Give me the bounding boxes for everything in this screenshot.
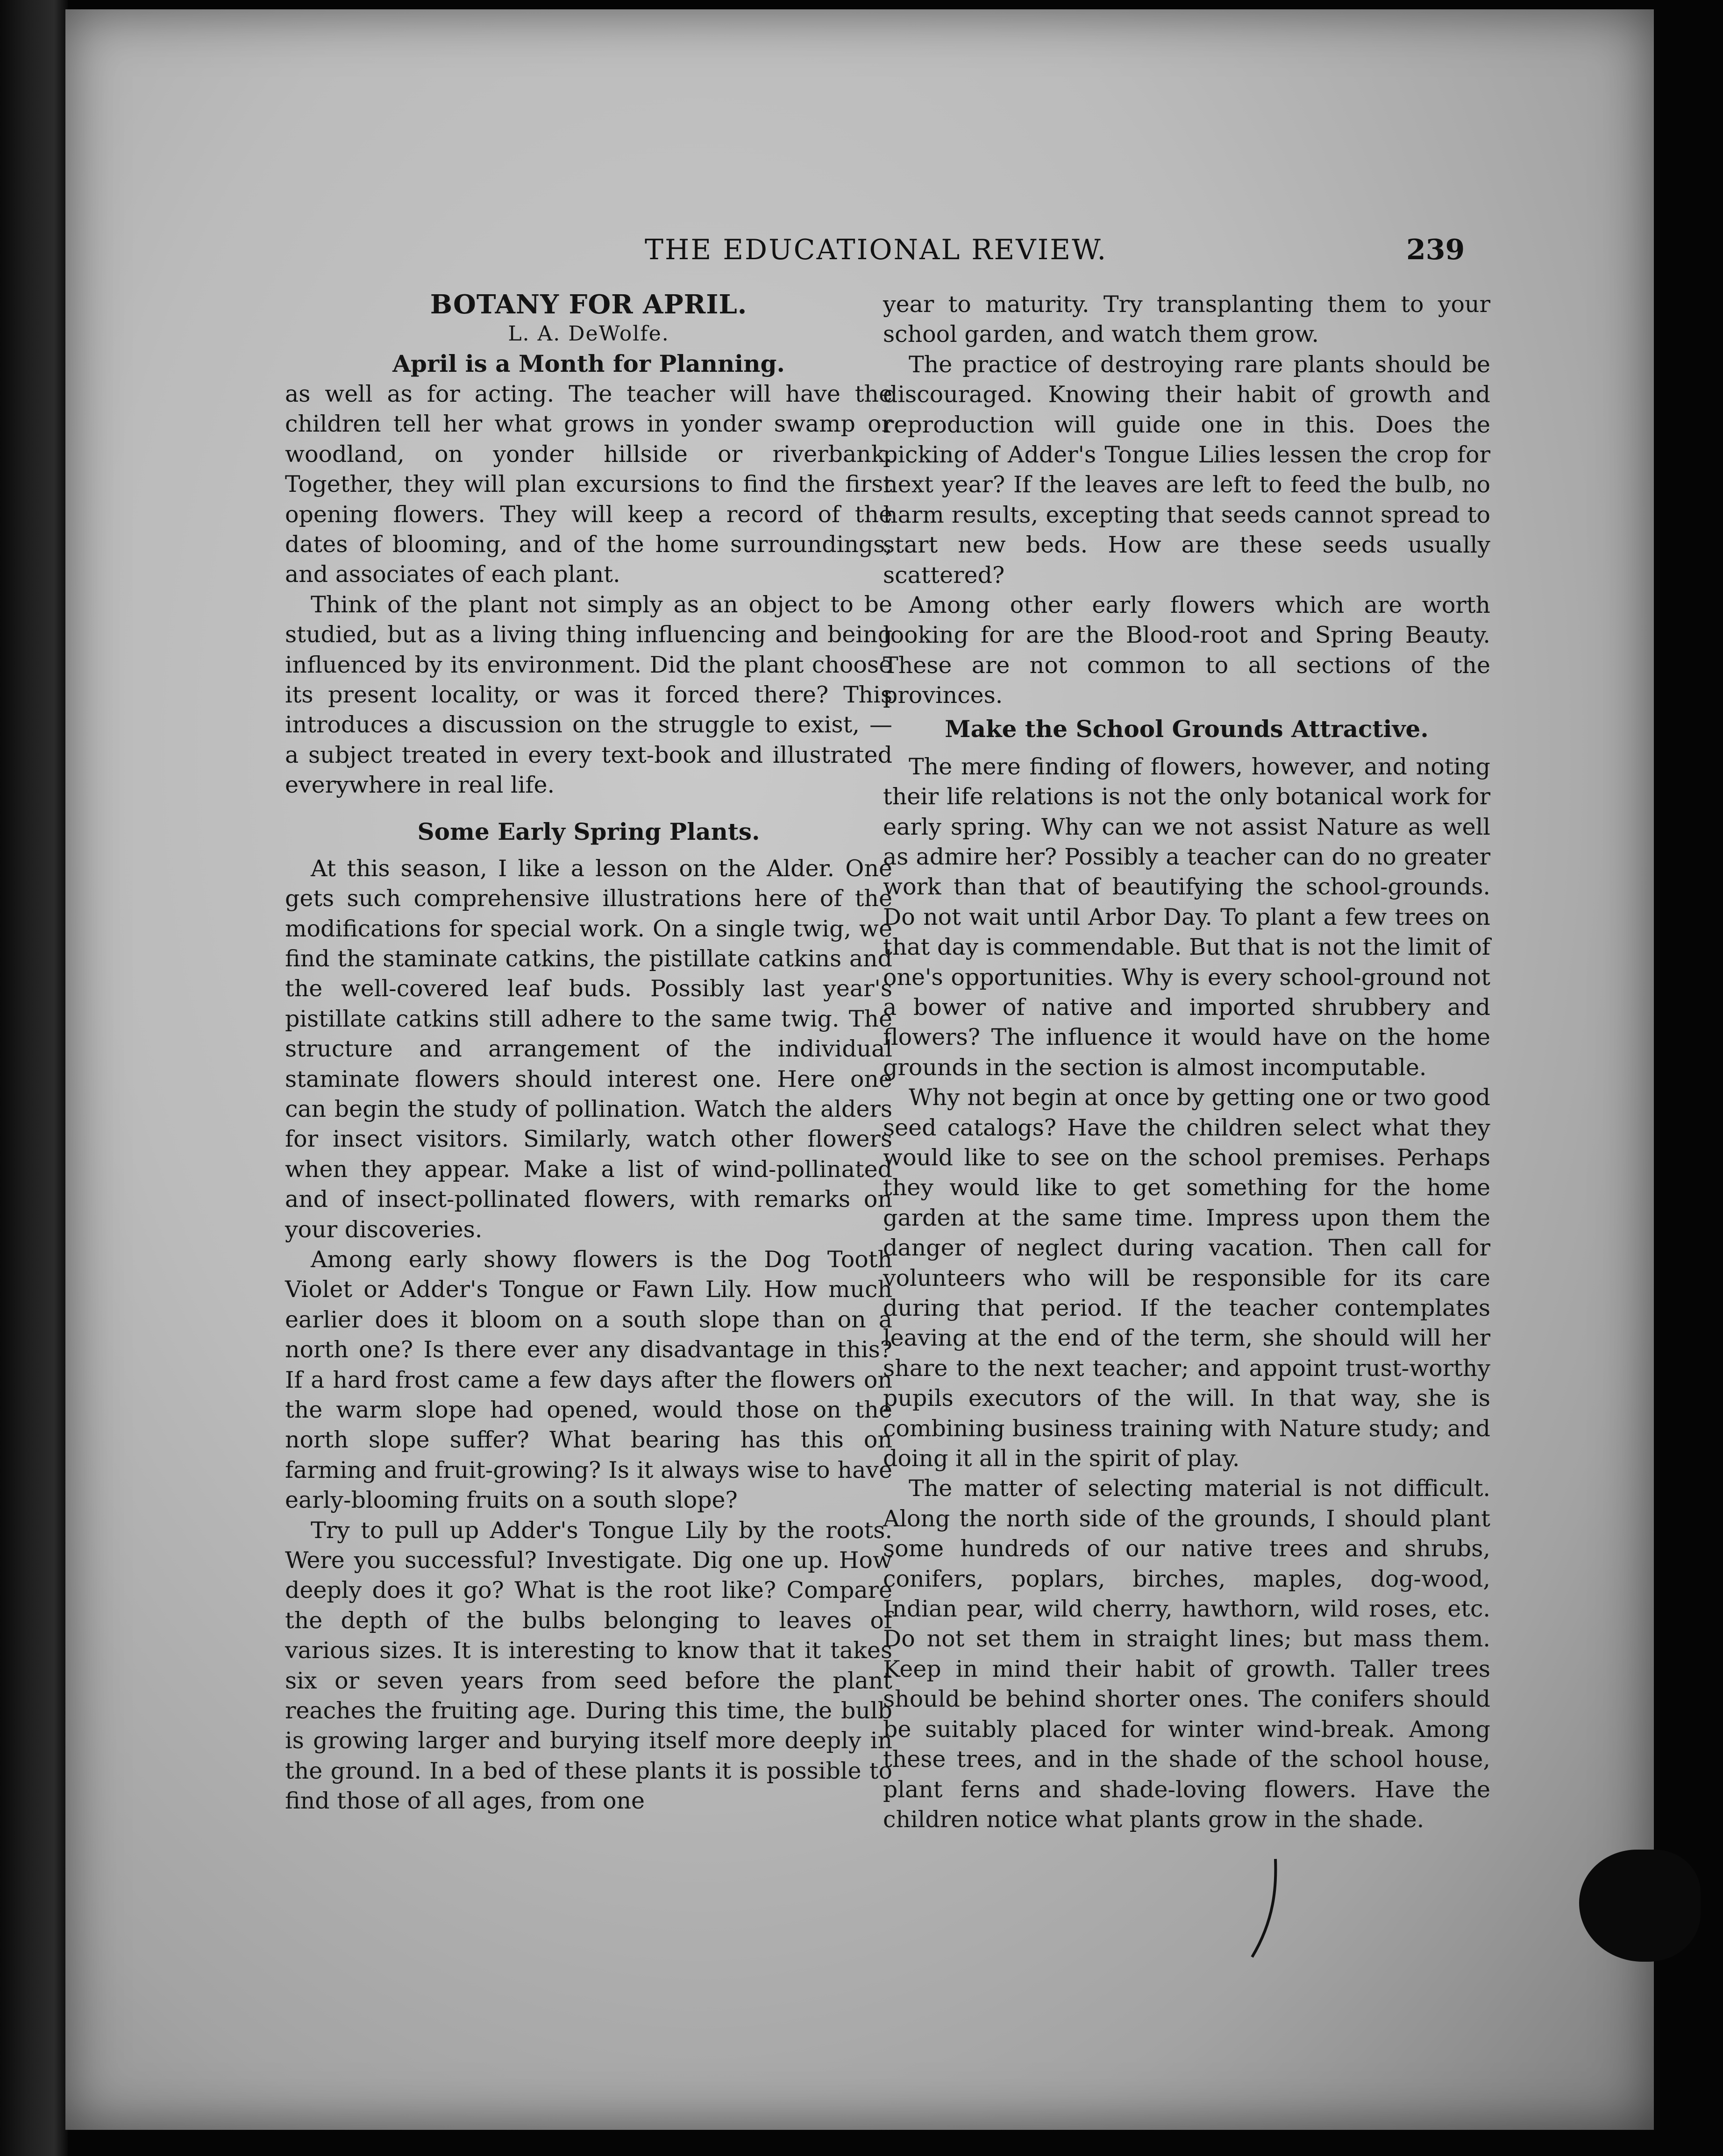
paragraph: Among early showy flowers is the Dog Tooth Violet or Adder's Tongue or Fawn Lily. How much earlier does it bloom on a south slope than on a north one? Is there ever any disadvantage in this? If a hard frost came a few days after the flowers on the warm slope had opened, would those on the north slope suffer? What bearing has this on farming and fruit-growing? Is it always wise to have early-blooming fruits on a south slope? [285, 1246, 892, 1514]
left-column [285, 290, 892, 1816]
article-author: L. A. DeWolfe. [508, 322, 669, 346]
running-title: THE EDUCATIONAL REVIEW. [645, 234, 1108, 266]
pen-mark [1247, 1854, 1285, 1962]
paragraph: Think of the plant not simply as an object to be studied, but as a living thing influencing and being influenced by its environment. Did the plant choose its present locality, or was it forced there? This introduces a discussion on the struggle to exist, — a subject treated in every text-book and illustrated everywhere in real life. [285, 591, 892, 799]
scanned-page [65, 9, 1654, 2130]
paragraph: Why not begin at once by getting one or two good seed catalogs? Have the children select what they would like to see on the school premises. Perhaps they would like to get something for the home garden at the same time. Impress upon them the danger of neglect during vacation. Then call for volunteers who will be responsible for its care during that period. If the teacher contemplates leaving at the end of the term, she should will her share to the next teacher; and appoint trust-worthy pupils executors of the will. In that way, she is combining business training with Nature study; and doing it all in the spirit of play. [883, 1084, 1490, 1472]
paragraph: The practice of destroying rare plants should be discouraged. Knowing their habit of growth and reproduction will guide one in this. Does the picking of Adder's Tongue Lilies lessen the crop for next year? If the leaves are left to feed the bulb, no harm results, excepting that seeds cannot spread to start new beds. How are these seeds usually scattered? [883, 351, 1490, 589]
right-column [883, 290, 1490, 1835]
page-header [65, 229, 1654, 280]
article-title: BOTANY FOR APRIL. [430, 289, 748, 320]
subheading-school-grounds: Make the School Grounds Attractive. [945, 715, 1429, 743]
paragraph: At this season, I like a lesson on the Alder. One gets such comprehensive illustrations here of the modifications for special work. On a single twig, we find the staminate catkins, the pistillate catkins and the well-covered leaf buds. Possibly last year's pistillate catkins still adhere to the same twig. The structure and arrangement of the individual staminate flowers should interest one. Here one can begin the study of pollination. Watch the alders for insect visitors. Similarly, watch other flowers when they appear. Make a list of wind-pollinated and of insect-pollinated flowers, with remarks on your discoveries. [285, 855, 892, 1243]
paragraph: as well as for acting. The teacher will have the children tell her what grows in yonder swamp or woodland, on yonder hillside or riverbank. Together, they will plan excursions to find the first opening flowers. They will keep a record of the dates of blooming, and of the home surroundings, and associates of each plant. [285, 381, 892, 588]
paragraph: The mere finding of flowers, however, and noting their life relations is not the only botanical work for early spring. Why can we not assist Nature as well as admire her? Possibly a teacher can do no greater work than that of beautifying the school-grounds. Do not wait until Arbor Day. To plant a few trees on that day is commendable. But that is not the limit of one's opportunities. Why is every school-ground not a bower of native and imported shrubbery and flowers? The influence it would have on the home grounds in the section is almost incomputable. [883, 753, 1490, 1081]
subheading-planning: April is a Month for Planning. [392, 350, 785, 377]
page-number: 239 [1406, 234, 1465, 266]
subheading-spring-plants: Some Early Spring Plants. [417, 817, 760, 845]
paragraph: The matter of selecting material is not difficult. Along the north side of the grounds, I should plant some hundreds of our native trees and shrubs, conifers, poplars, birches, maples, dog-wood, Indian pear, wild cherry, hawthorn, wild roses, etc. Do not set them in straight lines; but mass them. Keep in mind their habit of growth. Taller trees should be behind shorter ones. The conifers should be suitably placed for winter wind-break. Among these trees, and in the shade of the school house, plant ferns and shade-loving flowers. Have the children notice what plants grow in the shade. [883, 1475, 1490, 1833]
binding-edge [0, 0, 68, 2156]
paragraph: Try to pull up Adder's Tongue Lily by the roots. Were you successful? Investigate. Dig one up. How deeply does it go? What is the root like? Compare the depth of the bulbs belonging to leaves of various sizes. It is interesting to know that it takes six or seven years from seed before the plant reaches the fruiting age. During this time, the bulb is growing larger and burying itself more deeply in the ground. In a bed of these plants it is possible to find those of all ages, from one [285, 1517, 892, 1815]
paragraph: Among other early flowers which are worth looking for are the Blood-root and Spring Beauty. These are not common to all sections of the provinces. [883, 592, 1490, 709]
paragraph: year to maturity. Try transplanting them to your school garden, and watch them grow. [883, 291, 1490, 348]
